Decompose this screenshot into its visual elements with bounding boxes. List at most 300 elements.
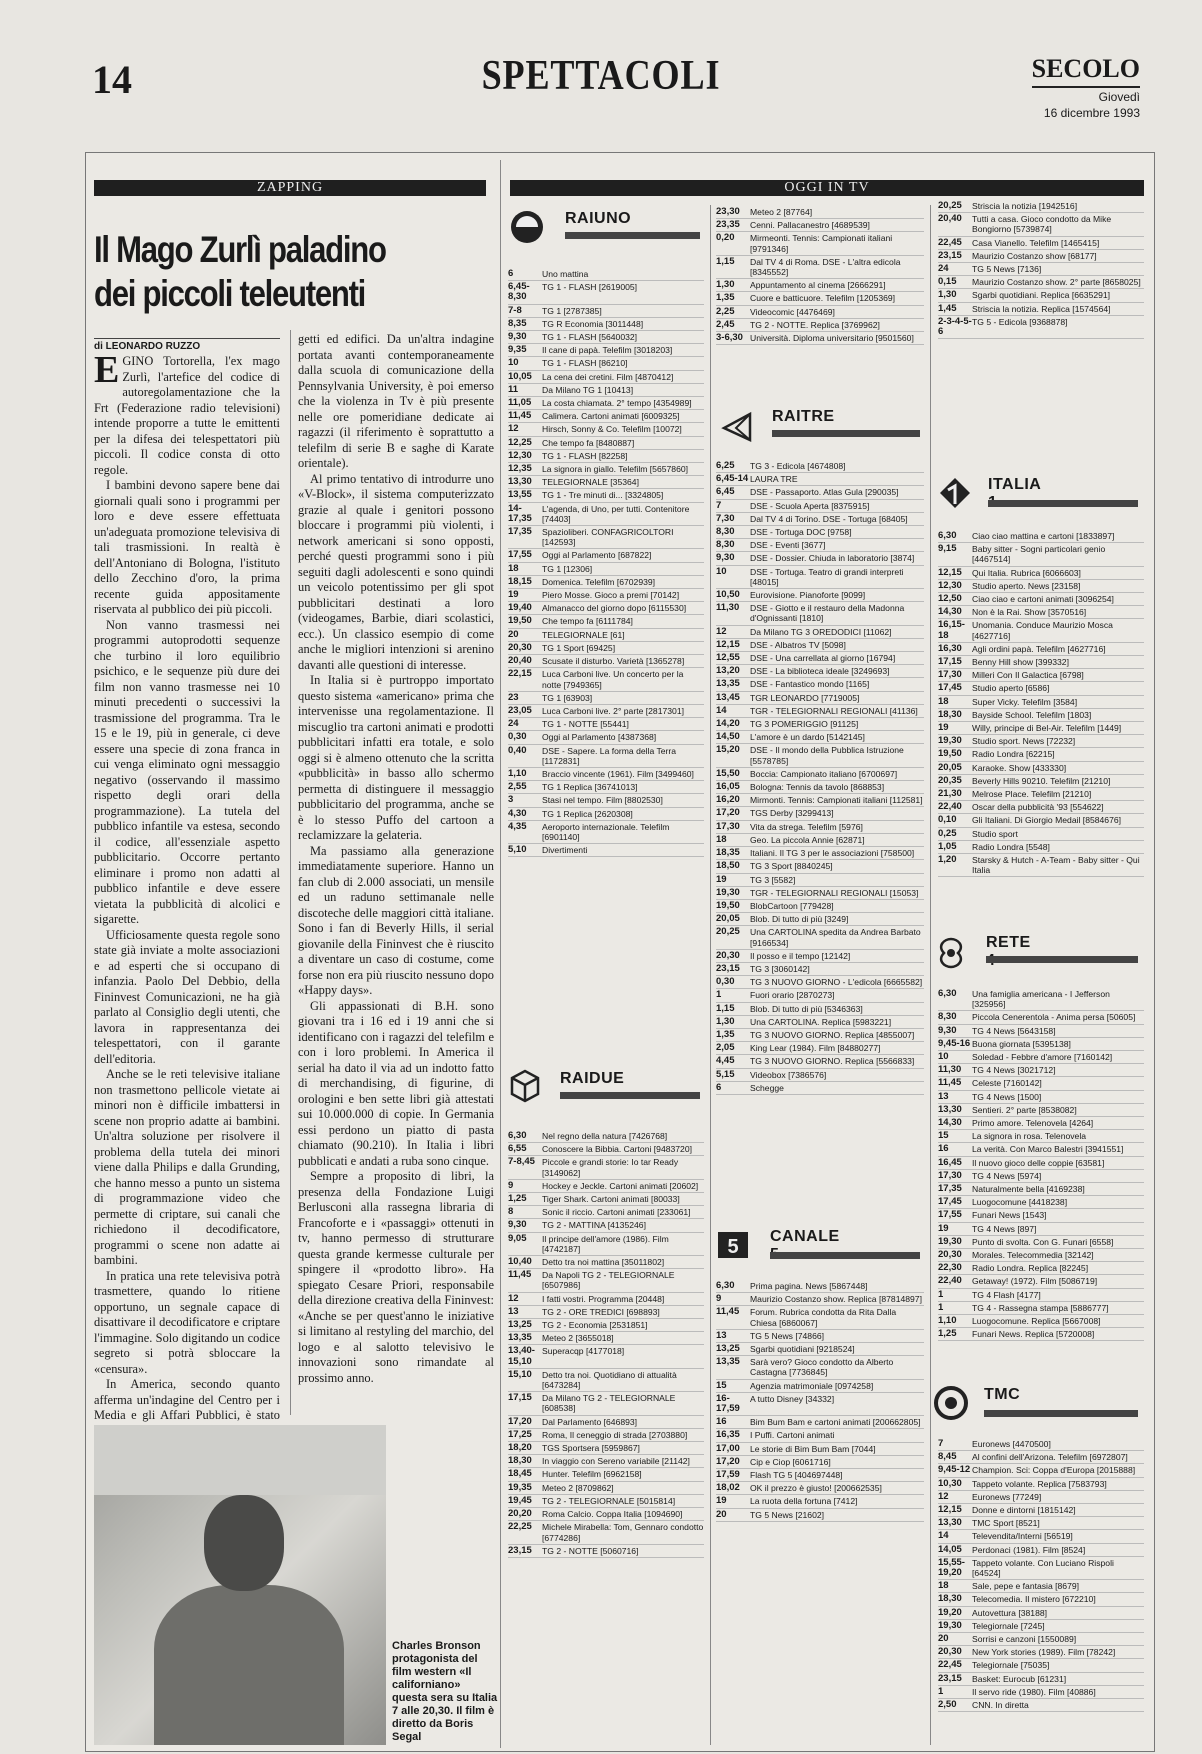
programme-row [716,566,924,589]
article-headline: Il Mago Zurlì paladino dei piccoli teleutenti [94,229,386,314]
programme-time: 10,40 [508,1256,532,1268]
programme-time: 9 [508,1179,514,1191]
programme-title: Vita da strega. Telefilm [5976] [750,821,863,832]
programme-time: 17,35 [508,526,532,538]
programme-time: 17,30 [716,820,740,832]
programme-title: TGR - TELEGIORNALI REGIONALI [41136] [750,705,918,716]
programme-title: Il cane di papà. Telefilm [3018203] [542,345,673,356]
programme-title: Italiani. Il TG 3 per le associazioni [758500] [750,848,915,859]
programme-row [938,1464,1144,1477]
programme-title: Una famiglia americana - I Jefferson [325956] [972,989,1110,1010]
programme-time: 16,15-18 [938,619,965,641]
programme-row [938,1451,1144,1464]
programme-title: TG 1 Replica [2620308] [542,808,633,819]
programme-row [508,1256,704,1269]
programme-time: 10,05 [508,370,532,382]
programme-row [938,735,1144,748]
programme-title: Al confini dell'Arizona. Telefilm [6972807] [972,1452,1128,1463]
programme-title: Detto tra noi. Quotidiano di attualità [6473284] [542,1369,677,1391]
programme-title: Hockey e Jeckle. Cartoni animati [20602] [542,1180,699,1191]
programme-row [938,1183,1144,1196]
programme-title: Morales. Telecommedia [32142] [972,1250,1094,1261]
programme-time: 17,20 [716,807,740,819]
programme-row [938,1620,1144,1633]
programme-title: Geo. La piccola Annie [62871] [750,834,865,845]
programme-time: 16,05 [716,781,740,793]
programme-title: TG 1 - Tre minuti di... [3324805] [542,490,664,501]
programme-time: 20,25 [716,926,740,938]
programme-time: 2,45 [716,318,735,330]
programme-time: 13,55 [508,489,532,501]
programme-time: 0,30 [508,731,527,743]
programme-row [508,268,704,281]
programme-title: Cenni. Pallacanestro [4689539] [750,220,870,231]
article-paragraph: Ma passiamo alla generazione immediatamente superiore. Hanno un fan club di 2.000 associati, un mensile ed un raduno settimanale nelle discoteche delle maggiori città italiane. Sono i fan di Beverly Hills, il serial giovanile della Fininvest che è riuscito a diventare un caso di costume, come forse non era più riuscito nessuno dopo «Happy days». [298,843,494,997]
programme-row [508,1143,704,1156]
programme-time: 14 [716,704,727,716]
programme-title: Divertimenti [542,845,588,856]
programme-time: 0,25 [938,827,957,839]
programme-row [716,1280,924,1293]
programme-time: 1,25 [938,1328,957,1340]
programme-time: 12 [508,1292,519,1304]
programme-row [938,1328,1144,1341]
programme-title: Sgarbi quotidiani. Replica [6635291] [972,290,1111,301]
programme-title: TG 4 Flash [4177] [972,1289,1041,1300]
programme-time: 0,30 [716,976,735,988]
programme-time: 19,30 [938,1619,962,1631]
programme-title: TGS Sportsera [5959867] [542,1443,640,1454]
programme-row [508,371,704,384]
programme-row [938,854,1144,877]
programme-time: 6,30 [938,530,957,541]
programme-row [508,1392,704,1415]
programme-time: 17,45 [938,682,962,694]
programme-title: Studio aperto. News [23158] [972,580,1081,591]
programme-row [716,513,924,526]
programme-title: Starsky & Hutch - A-Team - Baby sitter - Qui Italia [972,855,1140,876]
programme-title: TGR LEONARDO [7719005] [750,692,860,703]
programme-row [938,801,1144,814]
programme-row [938,213,1144,236]
programme-time: 1,10 [508,767,527,779]
programme-time: 7-8,45 [508,1156,535,1168]
programme-row [716,1016,924,1029]
programme-time: 24 [508,718,519,730]
raidue-logo-icon [508,1068,542,1102]
raiuno-logo-icon [510,210,544,244]
programme-title: Da Napoli TG 2 - TELEGIORNALE [6507986] [542,1270,675,1291]
programme-title: TG 4 News [3021712] [972,1065,1056,1076]
programme-time: 15 [716,1379,727,1391]
programme-row [508,705,704,718]
programme-row [508,1319,704,1332]
masthead [1032,54,1140,120]
programme-row [716,1482,924,1495]
programme-row [938,814,1144,827]
programme-row [938,1157,1144,1170]
programme-time: 1,15 [716,255,735,267]
programme-row [938,1478,1144,1491]
programme-row [938,1051,1144,1064]
programme-title: Sgarbi quotidiani [9218524] [750,1344,855,1355]
programme-title: DSE - Albatros TV [5098] [750,639,846,650]
programme-title: Striscia la notizia. Replica [1574564] [972,303,1111,314]
programme-row [508,629,704,642]
programme-title: LAURA TRE [750,474,798,485]
programme-row [508,1269,704,1292]
programme-row [716,768,924,781]
programme-title: Sale, pepe e fantasia [8679] [972,1581,1080,1592]
programme-time: 23,05 [508,704,532,716]
programme-time: 19 [716,873,727,885]
drop-cap: E [94,349,120,391]
programme-title: Meteo 2 [3655018] [542,1333,614,1344]
programme-row [508,794,704,807]
programme-row [716,1393,924,1416]
programme-row [938,530,1144,543]
programme-time: 1,20 [938,854,957,866]
programme-time: 10 [938,1051,949,1063]
programme-time: 8,35 [508,317,527,329]
programme-title: Super Vicky. Telefilm [3584] [972,696,1078,707]
programme-time: 16 [716,1416,727,1428]
programme-row [938,289,1144,302]
programme-title: Unomania. Conduce Maurizio Mosca [4627716] [972,620,1113,641]
programme-row [938,1209,1144,1222]
programme-time: 15,55-19,20 [938,1556,965,1579]
programme-title: Luogocomune [4418238] [972,1197,1068,1208]
programme-time: 16,20 [716,794,740,806]
programme-time: 1,35 [716,292,735,304]
page-number: 14 [92,57,132,102]
programme-time: 1 [938,1301,944,1313]
programme-time: 2,50 [938,1699,957,1711]
programme-time: 7-8 [508,304,522,316]
programme-title: I fatti vostri. Programma [20448] [542,1293,665,1304]
article-paragraph: In Italia si è purtroppo importato questo sistema «americano» prima che intervenisse una regolamentazione. Il miscuglio tra cartoni animati e prodotti pubblicitari infatti era totale, e solo oggi si è almeno ottenuto che la scritta «pubblicità» in basso allo schermo permetta di distinguere il messaggio pubblicitario del programma, anche se è lo stesso Puffo del cartoon a reclamizzare la gelateria. [298,673,494,842]
programme-time: 3 [508,794,514,806]
programme-row [716,1069,924,1082]
programme-row [508,602,704,615]
programme-time: 13,40-15,10 [508,1345,535,1367]
programme-title: DSE - Tortuga DOC [9758] [750,527,852,538]
programme-title: Braccio vincente (1961). Film [3499460] [542,768,694,779]
programme-row [716,874,924,887]
programme-time: 15,50 [716,767,740,779]
programme-time: 9,15 [938,543,957,555]
programme-row [938,1130,1144,1143]
programme-title: Il nuovo gioco delle coppie [63581] [972,1157,1105,1168]
programme-time: 6,45-14 [716,473,749,485]
programme-row [716,705,924,718]
programme-time: 10,50 [716,589,740,601]
raitre-schedule [716,460,924,1220]
canale5-schedule [716,1280,924,1745]
programme-time: 18 [716,833,727,845]
programme-row [716,692,924,705]
programme-time: 19,30 [716,886,740,898]
programme-time: 20 [508,628,519,640]
programme-title: La costa chiamata. 2° tempo [4354989] [542,398,692,409]
programme-time: 19,30 [938,735,962,747]
newspaper-logo: SECOLO [1032,54,1140,88]
programme-time: 22,25 [508,1521,532,1533]
programme-row [508,437,704,450]
programme-time: 12,15 [938,1504,962,1516]
programme-row [508,692,704,705]
programme-time: 0,20 [716,232,735,244]
programme-title: Da Milano TG 2 - TELEGIORNALE [608538] [542,1393,676,1414]
programme-title: Che tempo fa [8480887] [542,437,635,448]
programme-time: 17,35 [938,1183,962,1195]
programme-row [716,887,924,900]
tmc-schedule [938,1438,1144,1745]
programme-title: L'agenda, di Uno, per tutti. Contenitore [74403] [542,503,690,524]
programme-row [938,1607,1144,1620]
programme-title: TG 2 - NOTTE. Replica [3769962] [750,319,880,330]
programme-row [716,976,924,989]
programme-time: 20,30 [938,1249,962,1261]
programme-title: DSE - La biblioteca ideale [3249693] [750,666,890,677]
programme-title: Videobox [7386576] [750,1069,827,1080]
programme-row [938,1236,1144,1249]
programme-time: 19 [716,1495,727,1507]
programme-row [938,1289,1144,1302]
programme-row [508,503,704,526]
programme-title: Roma, Il ceneggio di strada [2703880] [542,1429,688,1440]
programme-title: TELEGIORNALE [35364] [542,477,639,488]
programme-title: Aeroporto internazionale. Telefilm [6901140] [542,821,670,842]
programme-row [938,1104,1144,1117]
programme-row [716,1042,924,1055]
programme-time: 1,30 [716,279,735,291]
programme-title: CNN. In diretta [972,1700,1029,1711]
programme-title: Funari News [1543] [972,1210,1047,1221]
programme-row [938,316,1144,339]
programme-title: Beverly Hills 90210. Telefilm [21210] [972,775,1111,786]
programme-title: Stasi nel tempo. Film [8802530] [542,795,663,806]
programme-title: Meteo 2 [8709862] [542,1482,614,1493]
programme-time: 14,05 [938,1543,962,1555]
programme-title: DSE - Fantastico mondo [1165] [750,679,870,690]
programme-row [716,626,924,639]
programme-title: Telegiornale [75035] [972,1660,1050,1671]
programme-row [716,332,924,345]
programme-time: 13,30 [508,476,532,488]
tmc-logo-icon [934,1386,968,1420]
programme-row [938,775,1144,788]
programme-title: Donne e dintorni [1815142] [972,1505,1076,1516]
programme-row [938,237,1144,250]
programme-time: 2-3-4-5-6 [938,315,972,338]
programme-row [508,476,704,489]
programme-row [508,642,704,655]
programme-row [938,748,1144,761]
programme-row [716,913,924,926]
programme-row [938,788,1144,801]
programme-title: TELEGIORNALE [61] [542,629,625,640]
programme-row [508,1369,704,1392]
programme-time: 12,35 [508,463,532,475]
programme-time: 13 [938,1090,949,1102]
programme-time: 20,30 [508,641,532,653]
programme-time: 18 [938,1580,949,1592]
programme-title: King Lear (1984). Film [84880277] [750,1043,881,1054]
programme-time: 18,30 [508,1455,532,1467]
programme-row [938,669,1144,682]
programme-title: TG 2 - ORE TREDICI [698893] [542,1306,660,1317]
programme-row [508,305,704,318]
programme-title: Ciao ciao mattina e cartoni [1833897] [972,531,1115,541]
programme-title: TG 5 News [7136] [972,264,1042,275]
programme-time: 6,55 [508,1143,527,1155]
programme-row [938,1438,1144,1451]
programme-time: 6,30 [938,988,957,999]
programme-row [938,696,1144,709]
programme-time: 17,25 [508,1428,532,1440]
programme-title: Meteo 2 [87764] [750,207,813,217]
raiuno-name: RAIUNO [565,210,632,227]
programme-time: 17,00 [716,1442,740,1454]
programme-row [716,860,924,873]
programme-row [716,1306,924,1329]
programme-title: Qui Italia. Rubrica [6066603] [972,567,1081,578]
programme-title: Domenica. Telefilm [6702939] [542,576,656,587]
programme-time: 23 [508,691,519,703]
programme-title: Ciao ciao e cartoni animati [3096254] [972,594,1114,605]
programme-row [716,926,924,949]
programme-title: A tutto Disney [34332] [750,1393,835,1404]
programme-row [938,1517,1144,1530]
programme-title: I Puffi. Cartoni animati [750,1430,835,1441]
programme-title: Euronews [77249] [972,1491,1042,1502]
programme-row [938,1249,1144,1262]
programme-row [938,1491,1144,1504]
programme-title: Bologna: Tennis da tavolo [868853] [750,782,885,793]
programme-time: 11,30 [716,602,740,614]
canale5-logo-icon [716,1228,750,1262]
programme-row [938,656,1144,669]
article-paragraph: In pratica una rete televisiva potrà trasmettere, quando lo ritiene opportuno, un segnale capace di disattivare il decodificatore e criptare l'immagine. Solo digitando un codice segreto si potrà sbloccare la «censura». [94,1268,280,1376]
programme-title: Perdonaci (1981). Film [8524] [972,1544,1086,1555]
programme-time: 1,10 [938,1315,957,1327]
programme-time: 9,05 [508,1232,527,1244]
programme-row [938,709,1144,722]
programme-row [716,1416,924,1429]
issue-day: Giovedì [1098,90,1140,104]
programme-row [716,1082,924,1095]
programme-row [716,279,924,292]
programme-time: 14,30 [938,606,962,618]
programme-time: 6,45-8,30 [508,281,530,303]
programme-row [716,1509,924,1522]
programme-row [938,1196,1144,1209]
programme-time: 20,25 [938,200,962,211]
programme-title: Telegiornale [7245] [972,1620,1045,1631]
programme-row [716,500,924,513]
programme-row [508,1206,704,1219]
programme-time: 4,35 [508,820,527,832]
article-paragraph: Al primo tentativo di introdurre uno «V-Block», il sistema computerizzato grazie al quale i genitori possono bloccare i programmi più violenti, i network americani si sono opposti, perché questi programmi sono i più seguiti dagli adolescenti e sono quindi un veicolo potentissimo per gli spot pubblicitari destinati a loro (videogames, Barbie, diari scolastici, ecc.). Un classico esempio di come anche le migliori intenzioni si arenino davanti alle questioni di interesse. [298,471,494,672]
article-byline: di LEONARDO RUZZO [94,338,280,352]
programme-time: 20,35 [938,774,962,786]
programme-row [938,1580,1144,1593]
programme-title: TG 5 News [21602] [750,1509,825,1520]
programme-time: 16-17,59 [716,1392,740,1415]
programme-title: Detto tra noi mattina [35011802] [542,1257,665,1268]
programme-time: 13 [508,1305,519,1317]
programme-row [938,619,1144,642]
programme-time: 14,20 [716,718,740,730]
programme-title: DSE - Dossier. Chiuda in laboratorio [3874] [750,553,915,564]
programme-title: TG 4 - Rassegna stampa [5886777] [972,1302,1109,1313]
programme-row [716,486,924,499]
programme-row [508,357,704,370]
programme-title: Studio sport [972,828,1018,839]
programme-row [938,1275,1144,1288]
programme-time: 16 [938,1143,949,1155]
programme-time: 2,05 [716,1042,735,1054]
programme-title: Studio sport. News [72232] [972,736,1076,747]
programme-time: 13,35 [716,1356,740,1368]
programme-title: Dal TV 4 di Roma. DSE - L'altra edicola [8345552] [750,256,901,278]
programme-time: 8,30 [716,526,735,538]
programme-row [938,682,1144,695]
programme-row [716,460,924,473]
programme-time: 13,30 [938,1103,962,1115]
programme-title: Non è la Rai. Show [3570516] [972,607,1087,618]
programme-title: TG 2 - TELEGIORNALE [5015814] [542,1495,676,1506]
programme-row [508,526,704,549]
article-column-1 [94,349,280,1422]
programme-time: 1,25 [508,1193,527,1205]
italia1-logo-icon [938,476,972,510]
programme-title: Hunter. Telefilm [6962158] [542,1469,642,1480]
programme-title: Prima pagina. News [5867448] [750,1281,868,1291]
programme-time: 11,45 [938,1077,962,1089]
programme-time: 18,35 [716,847,740,859]
tmc-name: TMC [984,1386,1021,1403]
programme-time: 12,25 [508,436,532,448]
programme-time: 22,15 [508,668,532,680]
programme-row [716,539,924,552]
section-divider [500,160,501,1748]
programme-title: Che tempo fa [6111784] [542,616,633,627]
programme-time: 19 [508,589,519,601]
programme-row [508,1233,704,1256]
raidue-name: RAIDUE [560,1070,625,1087]
programme-row [716,950,924,963]
svg-text:5: 5 [727,1236,739,1258]
programme-time: 15 [938,1130,949,1142]
programme-row [508,589,704,602]
programme-row [716,821,924,834]
programme-title: TG 3 - Edicola [4674808] [750,461,846,471]
programme-row [716,552,924,565]
programme-row [716,256,924,279]
programme-title: Oggi al Parlamento [687822] [542,550,652,561]
programme-title: Buona giornata [5395138] [972,1038,1071,1049]
programme-row [508,1508,704,1521]
programme-time: 17,30 [938,1169,962,1181]
programme-title: Luca Carboni live. 2° parte [2817301] [542,705,684,716]
programme-time: 6,30 [508,1130,527,1141]
programme-title: Piccola Cenerentola - Anima persa [50605] [972,1012,1136,1023]
rete4-bar [986,956,1138,963]
italia1-bar [988,500,1138,507]
programme-time: 22,45 [938,236,962,248]
